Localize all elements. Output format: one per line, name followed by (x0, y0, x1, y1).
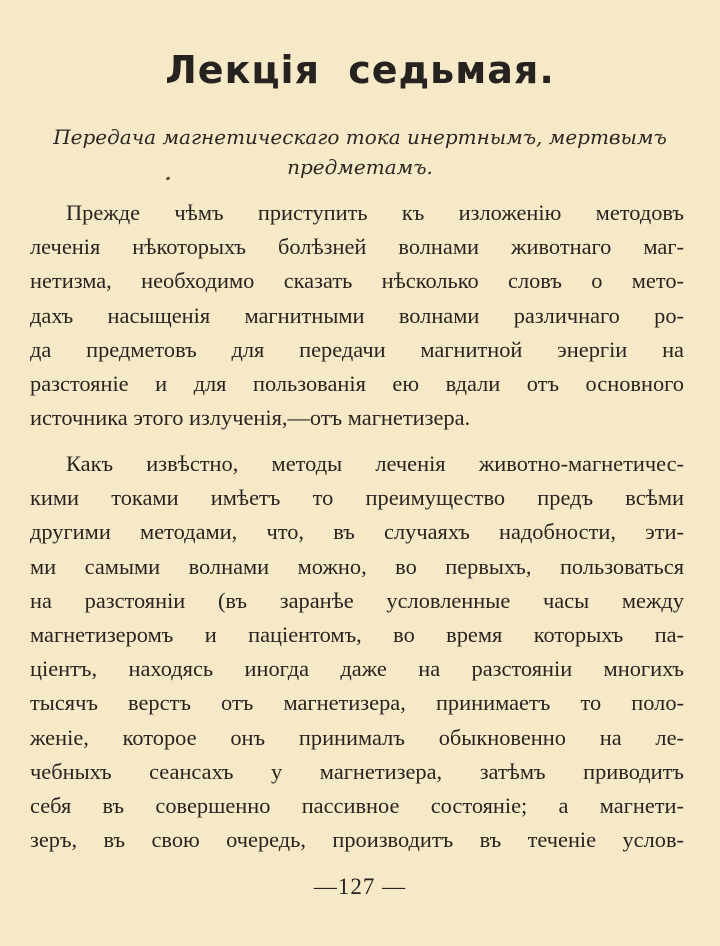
text-line: тысячъ верстъ отъ магнетизера, принимаетъ то поло- (30, 690, 684, 716)
text-line: леченія нѣкоторыхъ болѣзней волнами животнаго маг- (30, 234, 684, 260)
paragraph-2 (30, 447, 684, 857)
text-line: да предметовъ для передачи магнитной энергіи на (30, 336, 684, 362)
text-line: себя въ совершенно пассивное состояніе; а магнети- (30, 792, 684, 818)
text-line: ми самыми волнами можно, во первыхъ, пользоваться (30, 553, 684, 579)
paragraph-1 (30, 196, 684, 435)
text-line: Какъ извѣстно, методы леченія животно-магнетичес- (66, 451, 684, 476)
text-line: источника этого излученія,—отъ магнетизера. (30, 405, 471, 431)
text-line: кими токами имѣетъ то преимущество предъ всѣми (30, 485, 684, 511)
text-line: нетизма, необходимо сказать нѣсколько словъ о мето- (30, 268, 684, 294)
text-line: магнетизеромъ и паціентомъ, во время которыхъ па- (30, 621, 684, 647)
page-number: —127 — (313, 874, 407, 899)
text-line: разстояніе и для пользованія ею вдали отъ основного (30, 370, 684, 396)
text-line: другими методами, что, въ случаяхъ надобности, эти- (30, 519, 684, 545)
text-line: Прежде чѣмъ приступить къ изложенію методовъ (66, 200, 684, 225)
lecture-heading: Лекція седьмая. (165, 48, 555, 92)
subtitle-line: Передача магнетическаго тока инертнымъ, мертвымъ (53, 125, 667, 149)
subtitle-line: предметамъ. (287, 155, 433, 179)
text-line: на разстояніи (въ заранѣе условленные часы между (30, 587, 684, 613)
text-line: чебныхъ сеансахъ у магнетизера, затѣмъ приводитъ (30, 758, 684, 784)
text-line: дахъ насыщенія магнитными волнами различнаго ро- (30, 302, 684, 328)
text-line: ціентъ, находясь иногда даже на разстояніи многихъ (30, 656, 684, 682)
lecture-subtitle (30, 122, 690, 182)
text-line: зеръ, въ свою очередь, производитъ въ теченіе услов- (30, 827, 684, 853)
text-line: женіе, которое онъ принималъ обыкновенно на ле- (30, 724, 684, 750)
